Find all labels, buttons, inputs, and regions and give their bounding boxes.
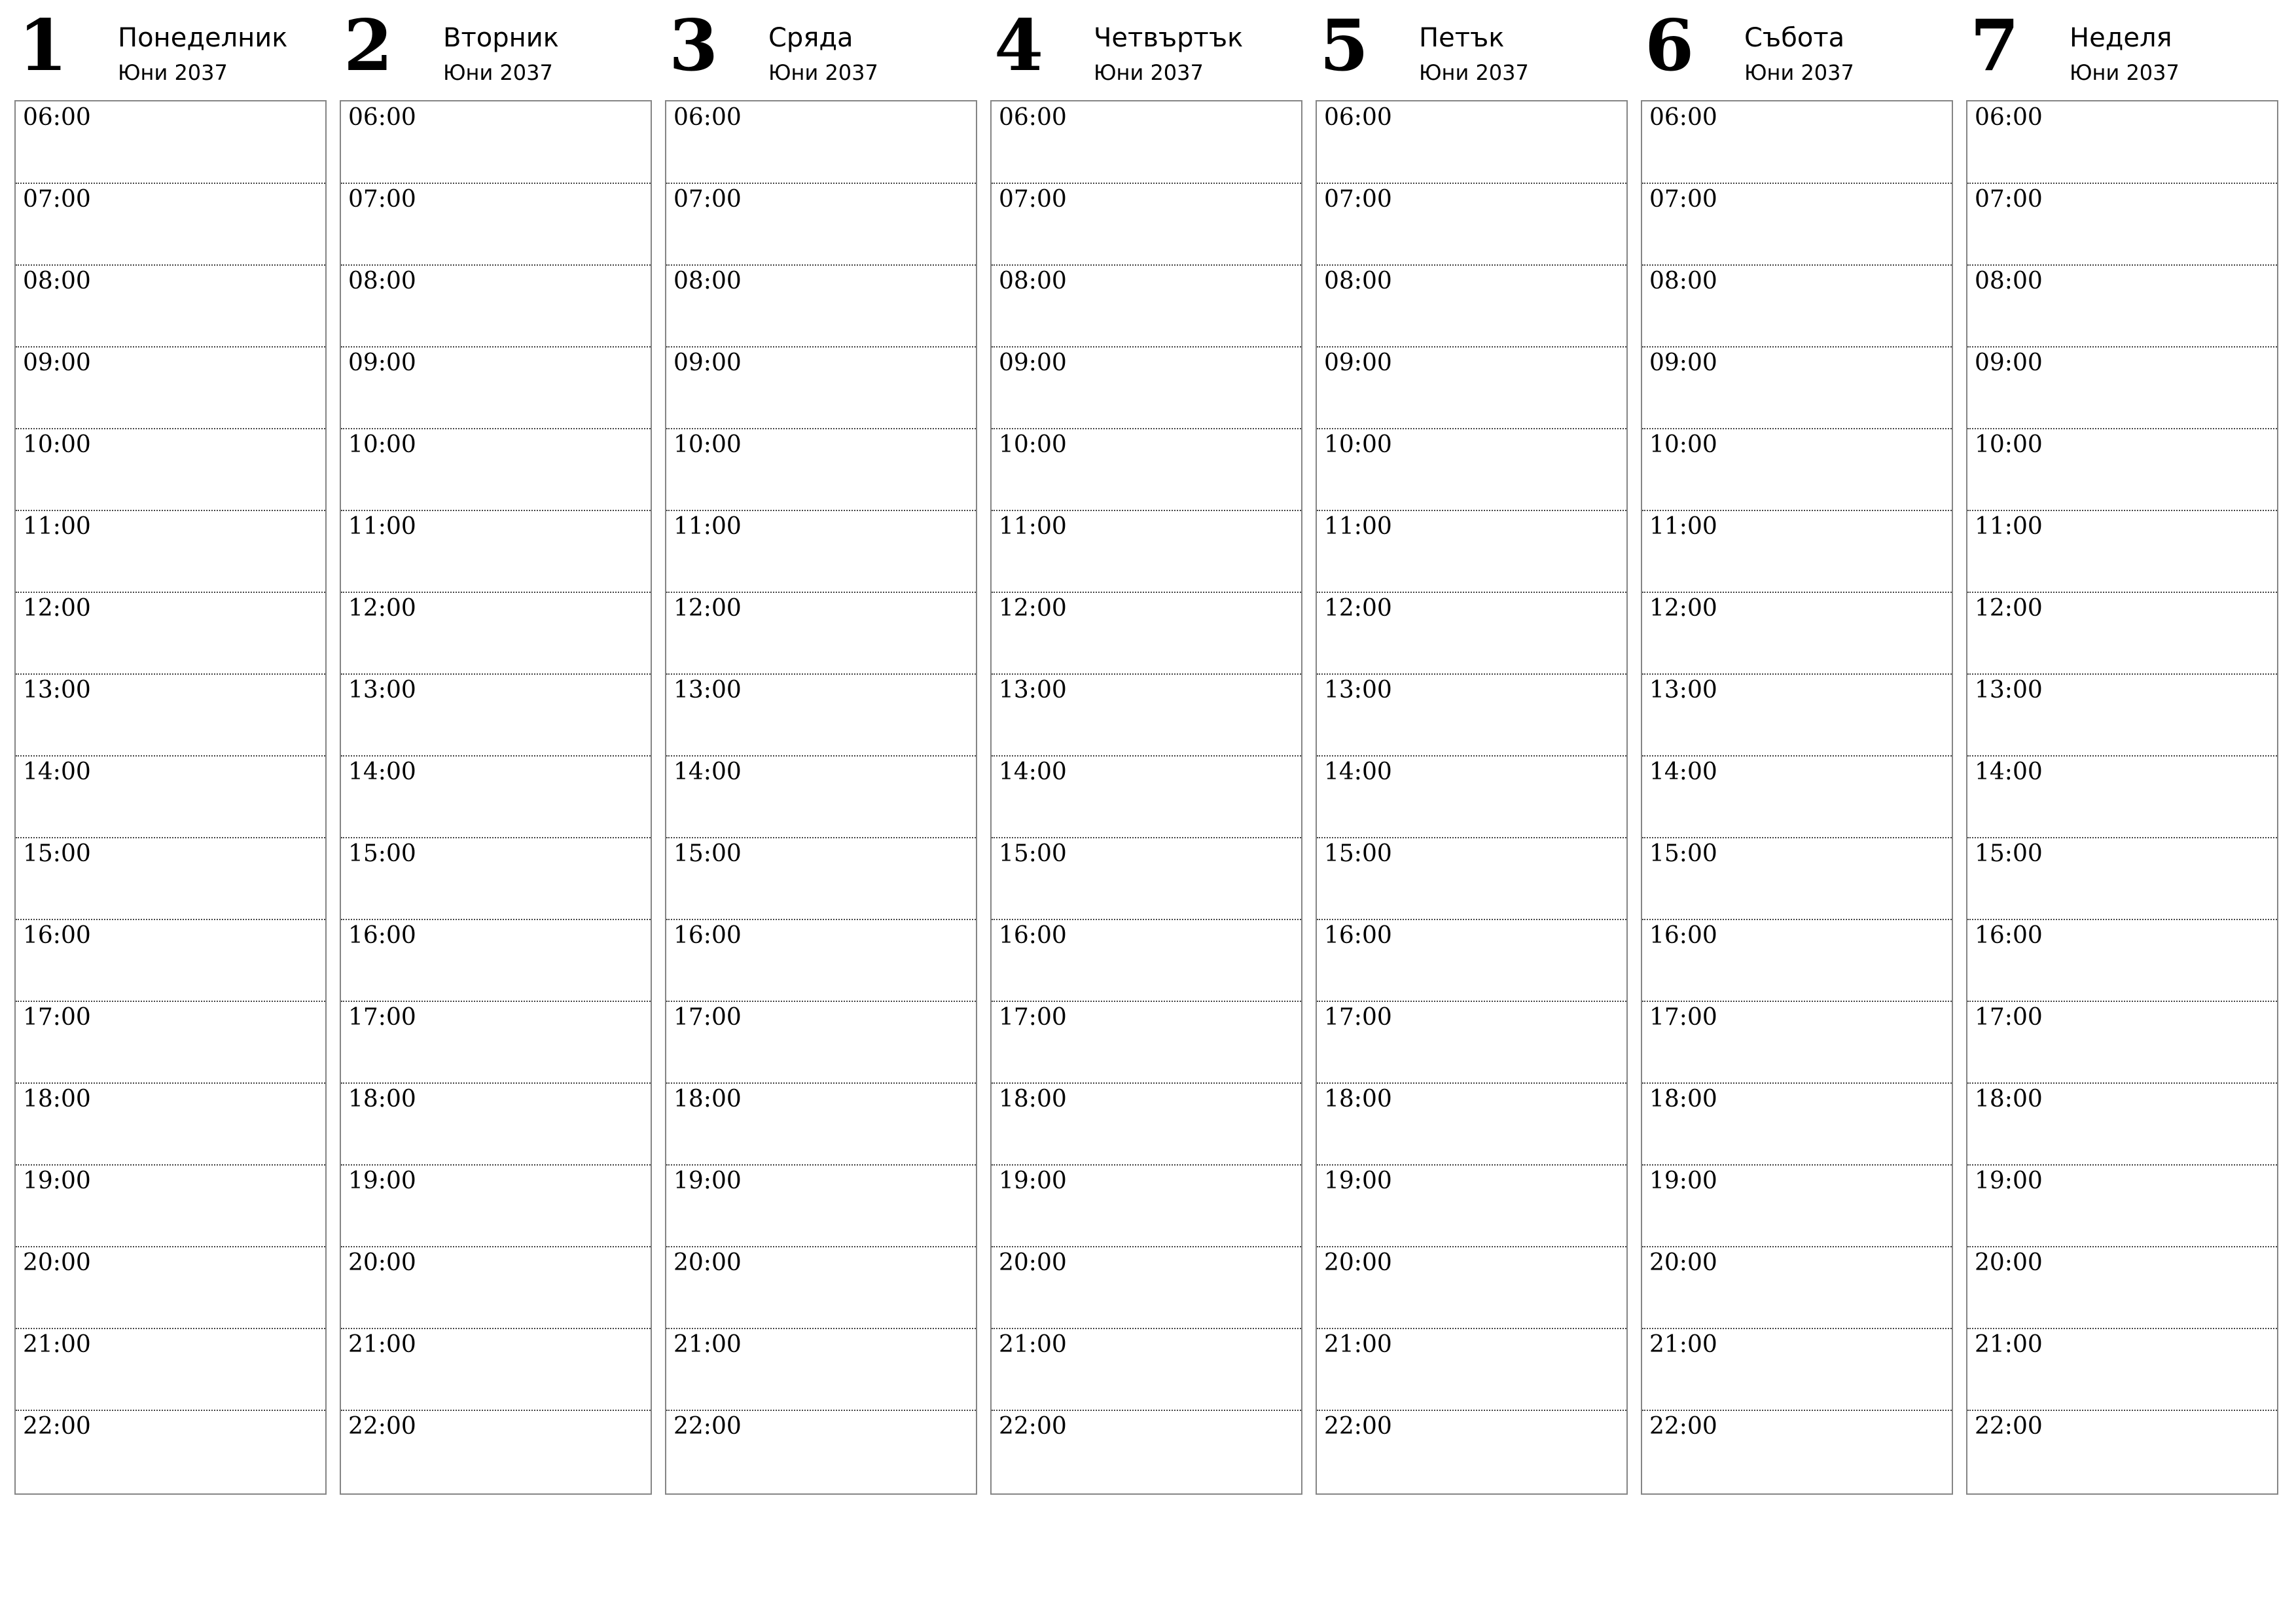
day-column — [665, 0, 977, 1505]
time-slot-label: 12:00 — [673, 595, 742, 622]
time-slot-label: 20:00 — [673, 1249, 742, 1276]
time-slot-label: 14:00 — [673, 758, 742, 785]
time-slot[interactable] — [992, 265, 1301, 348]
time-slot[interactable] — [992, 101, 1301, 184]
time-slot[interactable] — [1317, 183, 1626, 266]
time-slot[interactable] — [1967, 265, 2277, 348]
time-slot-label: 22:00 — [1324, 1413, 1392, 1440]
time-slot-label: 21:00 — [999, 1331, 1067, 1358]
time-slot[interactable] — [341, 183, 651, 266]
day-month-year: Юни 2037 — [2070, 60, 2179, 85]
time-slot-label: 07:00 — [1324, 186, 1392, 213]
time-slot[interactable] — [1642, 510, 1952, 593]
time-slot[interactable] — [666, 265, 976, 348]
time-slot[interactable] — [341, 429, 651, 511]
time-slot[interactable] — [341, 1001, 651, 1084]
day-month-year: Юни 2037 — [1744, 60, 1854, 85]
time-slot-label: 20:00 — [1324, 1249, 1392, 1276]
time-slot-label: 22:00 — [999, 1413, 1067, 1440]
time-slot[interactable] — [1967, 1083, 2277, 1166]
time-slot-label: 22:00 — [673, 1413, 742, 1440]
time-slot[interactable] — [1642, 1001, 1952, 1084]
time-slot-label: 14:00 — [1649, 758, 1717, 785]
time-slot[interactable] — [666, 592, 976, 675]
time-slot-label: 16:00 — [348, 922, 416, 949]
time-slot[interactable] — [992, 838, 1301, 920]
day-schedule-box — [340, 100, 652, 1495]
time-slot-label: 09:00 — [1649, 349, 1717, 376]
day-header — [990, 0, 1302, 100]
time-slot[interactable] — [16, 429, 325, 511]
time-slot-label: 08:00 — [348, 268, 416, 294]
time-slot[interactable] — [666, 756, 976, 838]
time-slot-label: 06:00 — [673, 104, 742, 131]
time-slot[interactable] — [992, 347, 1301, 429]
day-schedule-box — [1641, 100, 1953, 1495]
time-slot-label: 13:00 — [348, 677, 416, 704]
time-slot[interactable] — [341, 265, 651, 348]
time-slot[interactable] — [1642, 756, 1952, 838]
day-column — [14, 0, 327, 1505]
time-slot[interactable] — [16, 919, 325, 1002]
time-slot-label: 06:00 — [999, 104, 1067, 131]
time-slot-label: 15:00 — [999, 840, 1067, 867]
time-slot[interactable] — [341, 101, 651, 184]
time-slot-label: 17:00 — [673, 1004, 742, 1031]
time-slot[interactable] — [1642, 1329, 1952, 1411]
day-name: Събота — [1744, 23, 1845, 53]
time-slot-label: 19:00 — [23, 1168, 91, 1194]
day-name: Сряда — [768, 23, 853, 53]
time-slot[interactable] — [341, 1247, 651, 1329]
time-slot[interactable] — [1967, 1001, 2277, 1084]
time-slot-label: 11:00 — [1649, 513, 1717, 540]
time-slot[interactable] — [341, 919, 651, 1002]
time-slot-label: 07:00 — [999, 186, 1067, 213]
day-month-year: Юни 2037 — [1419, 60, 1529, 85]
time-slot[interactable] — [992, 1165, 1301, 1247]
time-slot[interactable] — [341, 838, 651, 920]
time-slot[interactable] — [666, 838, 976, 920]
time-slot[interactable] — [666, 1001, 976, 1084]
time-slot-label: 22:00 — [1975, 1413, 2043, 1440]
time-slot[interactable] — [1317, 265, 1626, 348]
day-name: Неделя — [2070, 23, 2172, 53]
day-month-year: Юни 2037 — [443, 60, 553, 85]
time-slot[interactable] — [992, 1083, 1301, 1166]
time-slot[interactable] — [666, 183, 976, 266]
day-number: 4 — [994, 5, 1044, 87]
time-slot-label: 09:00 — [999, 349, 1067, 376]
day-number: 5 — [1319, 5, 1369, 87]
time-slot-label: 20:00 — [1649, 1249, 1717, 1276]
time-slot-label: 20:00 — [999, 1249, 1067, 1276]
time-slot[interactable] — [992, 592, 1301, 675]
time-slot-label: 21:00 — [1649, 1331, 1717, 1358]
time-slot[interactable] — [1317, 1001, 1626, 1084]
time-slot-label: 09:00 — [673, 349, 742, 376]
time-slot[interactable] — [16, 674, 325, 757]
time-slot-label: 14:00 — [348, 758, 416, 785]
time-slot[interactable] — [1317, 101, 1626, 184]
time-slot-label: 19:00 — [673, 1168, 742, 1194]
time-slot[interactable] — [1967, 1329, 2277, 1411]
time-slot-label: 15:00 — [673, 840, 742, 867]
time-slot-label: 17:00 — [348, 1004, 416, 1031]
time-slot[interactable] — [992, 1001, 1301, 1084]
time-slot[interactable] — [666, 429, 976, 511]
time-slot[interactable] — [1317, 756, 1626, 838]
time-slot[interactable] — [666, 510, 976, 593]
time-slot-label: 11:00 — [1975, 513, 2043, 540]
time-slot[interactable] — [16, 592, 325, 675]
time-slot[interactable] — [666, 1165, 976, 1247]
time-slot[interactable] — [666, 1410, 976, 1491]
day-column — [990, 0, 1302, 1505]
time-slot[interactable] — [1967, 510, 2277, 593]
time-slot-label: 08:00 — [23, 268, 91, 294]
time-slot[interactable] — [1317, 1083, 1626, 1166]
time-slot-label: 17:00 — [999, 1004, 1067, 1031]
time-slot-label: 13:00 — [1975, 677, 2043, 704]
time-slot-label: 15:00 — [1324, 840, 1392, 867]
time-slot[interactable] — [1967, 592, 2277, 675]
day-header — [1641, 0, 1953, 100]
time-slot[interactable] — [16, 1410, 325, 1491]
time-slot-label: 09:00 — [1975, 349, 2043, 376]
time-slot-label: 11:00 — [348, 513, 416, 540]
time-slot-label: 06:00 — [23, 104, 91, 131]
time-slot-label: 10:00 — [673, 431, 742, 458]
time-slot-label: 09:00 — [348, 349, 416, 376]
day-month-year: Юни 2037 — [118, 60, 228, 85]
day-header — [1966, 0, 2278, 100]
time-slot-label: 06:00 — [348, 104, 416, 131]
time-slot-label: 08:00 — [673, 268, 742, 294]
time-slot[interactable] — [16, 183, 325, 266]
time-slot[interactable] — [666, 101, 976, 184]
day-column — [1316, 0, 1628, 1505]
time-slot-label: 16:00 — [1975, 922, 2043, 949]
time-slot-label: 13:00 — [1649, 677, 1717, 704]
time-slot[interactable] — [992, 429, 1301, 511]
time-slot-label: 07:00 — [1649, 186, 1717, 213]
time-slot-label: 12:00 — [1324, 595, 1392, 622]
time-slot-label: 16:00 — [673, 922, 742, 949]
time-slot[interactable] — [16, 1165, 325, 1247]
time-slot[interactable] — [1317, 838, 1626, 920]
time-slot[interactable] — [666, 1247, 976, 1329]
time-slot[interactable] — [666, 1083, 976, 1166]
time-slot[interactable] — [1642, 919, 1952, 1002]
time-slot[interactable] — [1317, 1247, 1626, 1329]
time-slot-label: 19:00 — [999, 1168, 1067, 1194]
time-slot[interactable] — [1642, 1247, 1952, 1329]
time-slot-label: 18:00 — [999, 1086, 1067, 1113]
time-slot[interactable] — [1642, 1410, 1952, 1491]
day-header — [1316, 0, 1628, 100]
time-slot-label: 08:00 — [1649, 268, 1717, 294]
time-slot[interactable] — [1642, 838, 1952, 920]
time-slot-label: 12:00 — [23, 595, 91, 622]
time-slot-label: 15:00 — [23, 840, 91, 867]
time-slot[interactable] — [1967, 919, 2277, 1002]
time-slot[interactable] — [1967, 756, 2277, 838]
time-slot[interactable] — [1317, 592, 1626, 675]
time-slot[interactable] — [341, 1410, 651, 1491]
time-slot[interactable] — [1317, 347, 1626, 429]
time-slot-label: 13:00 — [999, 677, 1067, 704]
day-number: 7 — [1970, 5, 2020, 87]
time-slot-label: 20:00 — [348, 1249, 416, 1276]
time-slot[interactable] — [1967, 347, 2277, 429]
time-slot[interactable] — [666, 347, 976, 429]
time-slot-label: 18:00 — [23, 1086, 91, 1113]
time-slot[interactable] — [341, 756, 651, 838]
time-slot-label: 21:00 — [23, 1331, 91, 1358]
time-slot-label: 09:00 — [1324, 349, 1392, 376]
time-slot-label: 10:00 — [23, 431, 91, 458]
time-slot-label: 18:00 — [1975, 1086, 2043, 1113]
day-month-year: Юни 2037 — [768, 60, 878, 85]
time-slot-label: 07:00 — [348, 186, 416, 213]
time-slot[interactable] — [992, 919, 1301, 1002]
time-slot-label: 07:00 — [673, 186, 742, 213]
time-slot[interactable] — [1967, 183, 2277, 266]
time-slot[interactable] — [1642, 1083, 1952, 1166]
time-slot[interactable] — [992, 510, 1301, 593]
time-slot[interactable] — [1317, 429, 1626, 511]
day-schedule-box — [1966, 100, 2278, 1495]
time-slot-label: 08:00 — [1975, 268, 2043, 294]
time-slot-label: 16:00 — [1649, 922, 1717, 949]
time-slot-label: 06:00 — [1975, 104, 2043, 131]
time-slot[interactable] — [16, 1329, 325, 1411]
time-slot-label: 16:00 — [999, 922, 1067, 949]
time-slot[interactable] — [1967, 101, 2277, 184]
time-slot-label: 13:00 — [1324, 677, 1392, 704]
time-slot[interactable] — [666, 674, 976, 757]
time-slot[interactable] — [992, 756, 1301, 838]
time-slot-label: 14:00 — [23, 758, 91, 785]
day-column — [1966, 0, 2278, 1505]
time-slot[interactable] — [666, 919, 976, 1002]
time-slot-label: 07:00 — [23, 186, 91, 213]
time-slot-label: 18:00 — [673, 1086, 742, 1113]
time-slot-label: 14:00 — [1324, 758, 1392, 785]
time-slot-label: 12:00 — [1975, 595, 2043, 622]
time-slot-label: 20:00 — [1975, 1249, 2043, 1276]
day-name: Вторник — [443, 23, 559, 53]
time-slot-label: 17:00 — [1324, 1004, 1392, 1031]
time-slot[interactable] — [1642, 674, 1952, 757]
time-slot-label: 06:00 — [1649, 104, 1717, 131]
time-slot[interactable] — [1967, 1410, 2277, 1491]
time-slot-label: 19:00 — [1324, 1168, 1392, 1194]
time-slot-label: 19:00 — [348, 1168, 416, 1194]
time-slot[interactable] — [16, 347, 325, 429]
time-slot[interactable] — [666, 1329, 976, 1411]
time-slot[interactable] — [341, 1165, 651, 1247]
time-slot-label: 11:00 — [23, 513, 91, 540]
time-slot-label: 10:00 — [1324, 431, 1392, 458]
time-slot[interactable] — [1642, 101, 1952, 184]
day-number: 2 — [344, 5, 393, 87]
day-number: 6 — [1645, 5, 1695, 87]
time-slot[interactable] — [16, 265, 325, 348]
time-slot-label: 22:00 — [348, 1413, 416, 1440]
time-slot[interactable] — [341, 347, 651, 429]
day-name: Четвъртък — [1094, 23, 1244, 53]
time-slot[interactable] — [1967, 429, 2277, 511]
day-header — [14, 0, 327, 100]
time-slot[interactable] — [992, 674, 1301, 757]
time-slot-label: 21:00 — [348, 1331, 416, 1358]
time-slot-label: 21:00 — [1975, 1331, 2043, 1358]
time-slot[interactable] — [992, 1247, 1301, 1329]
time-slot-label: 13:00 — [23, 677, 91, 704]
time-slot-label: 14:00 — [999, 758, 1067, 785]
time-slot-label: 09:00 — [23, 349, 91, 376]
time-slot-label: 17:00 — [23, 1004, 91, 1031]
time-slot[interactable] — [1642, 347, 1952, 429]
time-slot[interactable] — [16, 756, 325, 838]
time-slot-label: 06:00 — [1324, 104, 1392, 131]
time-slot-label: 21:00 — [673, 1331, 742, 1358]
time-slot[interactable] — [1642, 592, 1952, 675]
time-slot[interactable] — [992, 1329, 1301, 1411]
time-slot-label: 20:00 — [23, 1249, 91, 1276]
time-slot-label: 10:00 — [1649, 431, 1717, 458]
time-slot-label: 19:00 — [1649, 1168, 1717, 1194]
time-slot-label: 19:00 — [1975, 1168, 2043, 1194]
time-slot[interactable] — [16, 1001, 325, 1084]
time-slot-label: 18:00 — [1324, 1086, 1392, 1113]
day-schedule-box — [14, 100, 327, 1495]
time-slot-label: 14:00 — [1975, 758, 2043, 785]
day-header — [665, 0, 977, 100]
day-column — [340, 0, 652, 1505]
time-slot[interactable] — [341, 1329, 651, 1411]
time-slot-label: 17:00 — [1975, 1004, 2043, 1031]
time-slot[interactable] — [341, 592, 651, 675]
day-schedule-box — [665, 100, 977, 1495]
time-slot-label: 15:00 — [1975, 840, 2043, 867]
time-slot-label: 10:00 — [999, 431, 1067, 458]
time-slot[interactable] — [1317, 1329, 1626, 1411]
time-slot-label: 10:00 — [1975, 431, 2043, 458]
time-slot[interactable] — [341, 1083, 651, 1166]
time-slot-label: 12:00 — [348, 595, 416, 622]
time-slot-label: 08:00 — [999, 268, 1067, 294]
day-name: Понеделник — [118, 23, 288, 53]
time-slot[interactable] — [1317, 919, 1626, 1002]
time-slot-label: 08:00 — [1324, 268, 1392, 294]
time-slot-label: 13:00 — [673, 677, 742, 704]
time-slot[interactable] — [1642, 429, 1952, 511]
time-slot-label: 22:00 — [1649, 1413, 1717, 1440]
time-slot-label: 10:00 — [348, 431, 416, 458]
time-slot-label: 16:00 — [23, 922, 91, 949]
time-slot[interactable] — [1967, 838, 2277, 920]
time-slot-label: 12:00 — [999, 595, 1067, 622]
day-month-year: Юни 2037 — [1094, 60, 1204, 85]
time-slot[interactable] — [1967, 1165, 2277, 1247]
time-slot[interactable] — [1317, 510, 1626, 593]
time-slot[interactable] — [1642, 1165, 1952, 1247]
time-slot-label: 21:00 — [1324, 1331, 1392, 1358]
day-number: 1 — [18, 5, 68, 87]
time-slot[interactable] — [1642, 183, 1952, 266]
time-slot[interactable] — [16, 838, 325, 920]
time-slot[interactable] — [16, 101, 325, 184]
time-slot[interactable] — [1317, 1165, 1626, 1247]
time-slot-label: 07:00 — [1975, 186, 2043, 213]
day-schedule-box — [1316, 100, 1628, 1495]
time-slot-label: 11:00 — [673, 513, 742, 540]
time-slot[interactable] — [341, 510, 651, 593]
day-name: Петък — [1419, 23, 1505, 53]
time-slot[interactable] — [341, 674, 651, 757]
time-slot-label: 18:00 — [348, 1086, 416, 1113]
time-slot-label: 17:00 — [1649, 1004, 1717, 1031]
time-slot[interactable] — [16, 510, 325, 593]
time-slot-label: 12:00 — [1649, 595, 1717, 622]
day-header — [340, 0, 652, 100]
time-slot[interactable] — [16, 1083, 325, 1166]
time-slot-label: 15:00 — [1649, 840, 1717, 867]
time-slot[interactable] — [1317, 674, 1626, 757]
day-schedule-box — [990, 100, 1302, 1495]
time-slot-label: 11:00 — [999, 513, 1067, 540]
time-slot[interactable] — [1642, 265, 1952, 348]
time-slot-label: 18:00 — [1649, 1086, 1717, 1113]
day-column — [1641, 0, 1953, 1505]
time-slot-label: 15:00 — [348, 840, 416, 867]
time-slot-label: 22:00 — [23, 1413, 91, 1440]
time-slot[interactable] — [992, 1410, 1301, 1491]
time-slot[interactable] — [16, 1247, 325, 1329]
time-slot[interactable] — [1967, 674, 2277, 757]
time-slot-label: 11:00 — [1324, 513, 1392, 540]
time-slot[interactable] — [1967, 1247, 2277, 1329]
time-slot-label: 16:00 — [1324, 922, 1392, 949]
time-slot[interactable] — [1317, 1410, 1626, 1491]
day-number: 3 — [669, 5, 719, 87]
time-slot[interactable] — [992, 183, 1301, 266]
